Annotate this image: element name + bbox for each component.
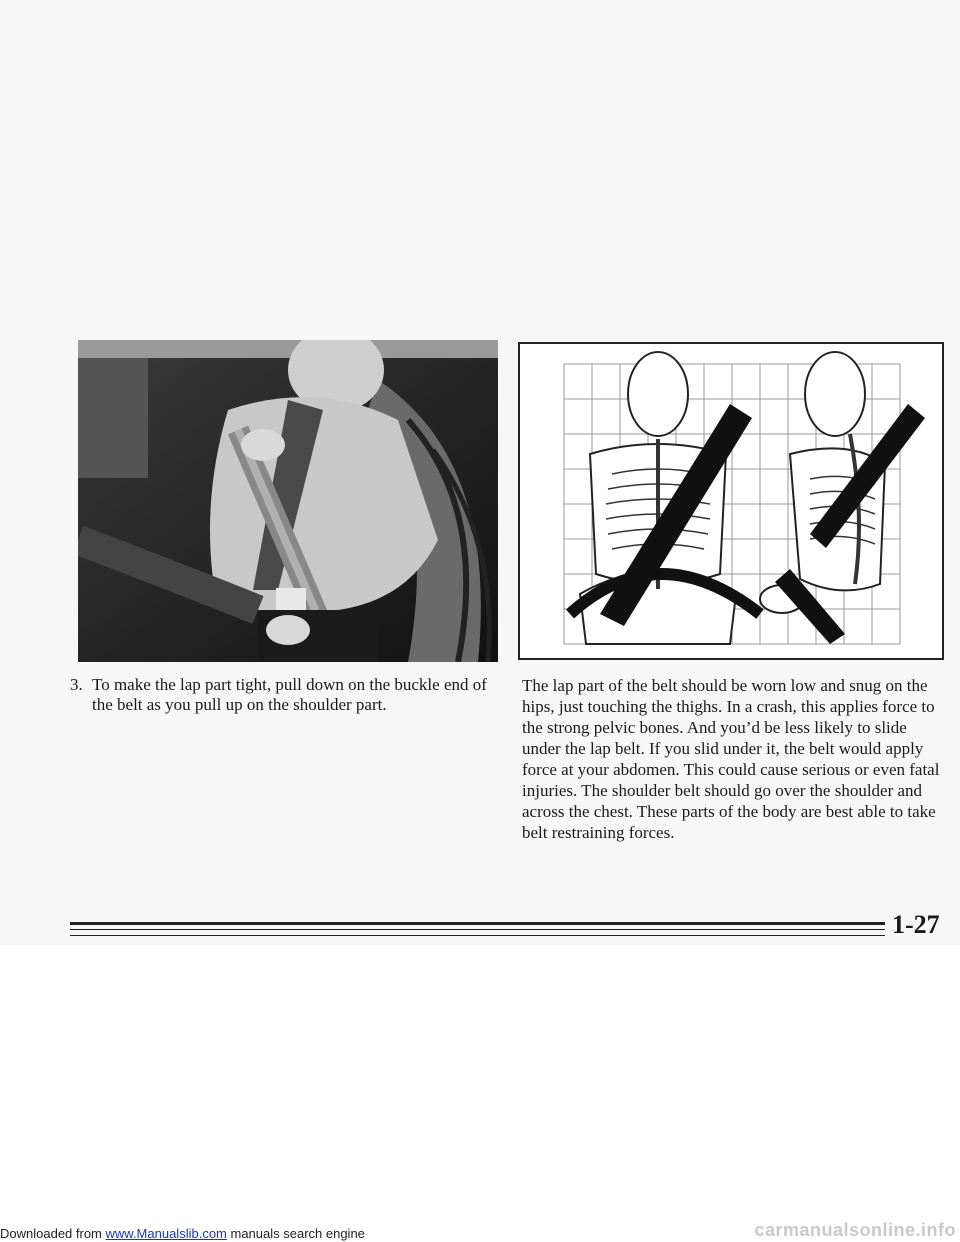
skeleton-grid-drawing <box>520 344 942 658</box>
page-number: 1-27 <box>892 910 940 939</box>
download-footer <box>0 1226 365 1241</box>
footer-rule-thin-2 <box>70 935 885 936</box>
watermark-text: carmanualsonline.info <box>754 1220 956 1240</box>
footer-prefix: Downloaded from <box>0 1226 106 1241</box>
lap-belt-explanation: The lap part of the belt should be worn low and snug on the hips, just touching the thighs. In a crash, this applies force to the strong pelvic bones. And you’d be less likely to slide under the lap belt. If you slid under it, the belt would apply force at your abdomen. This could cause serious or even fatal injuries. The shoulder belt should go over the shoulder and across the chest. These parts of the body are best able to take belt restraining forces. <box>522 676 940 842</box>
man-buckling-belt-drawing <box>78 340 498 662</box>
seatbelt-buckling-illustration <box>78 340 498 662</box>
footer-rule-thin <box>70 929 885 930</box>
step-3-instruction <box>70 675 500 715</box>
step-number: 3. <box>70 675 83 694</box>
step-text: To make the lap part tight, pull down on the buckle end of the belt as you pull up on the shoulder part. <box>92 675 487 714</box>
footer-suffix: manuals search engine <box>226 1226 365 1241</box>
skeleton-belt-position-diagram <box>518 342 944 660</box>
footer-rule-thick <box>70 922 885 925</box>
manualslib-link[interactable]: www.Manualslib.com <box>105 1226 227 1241</box>
